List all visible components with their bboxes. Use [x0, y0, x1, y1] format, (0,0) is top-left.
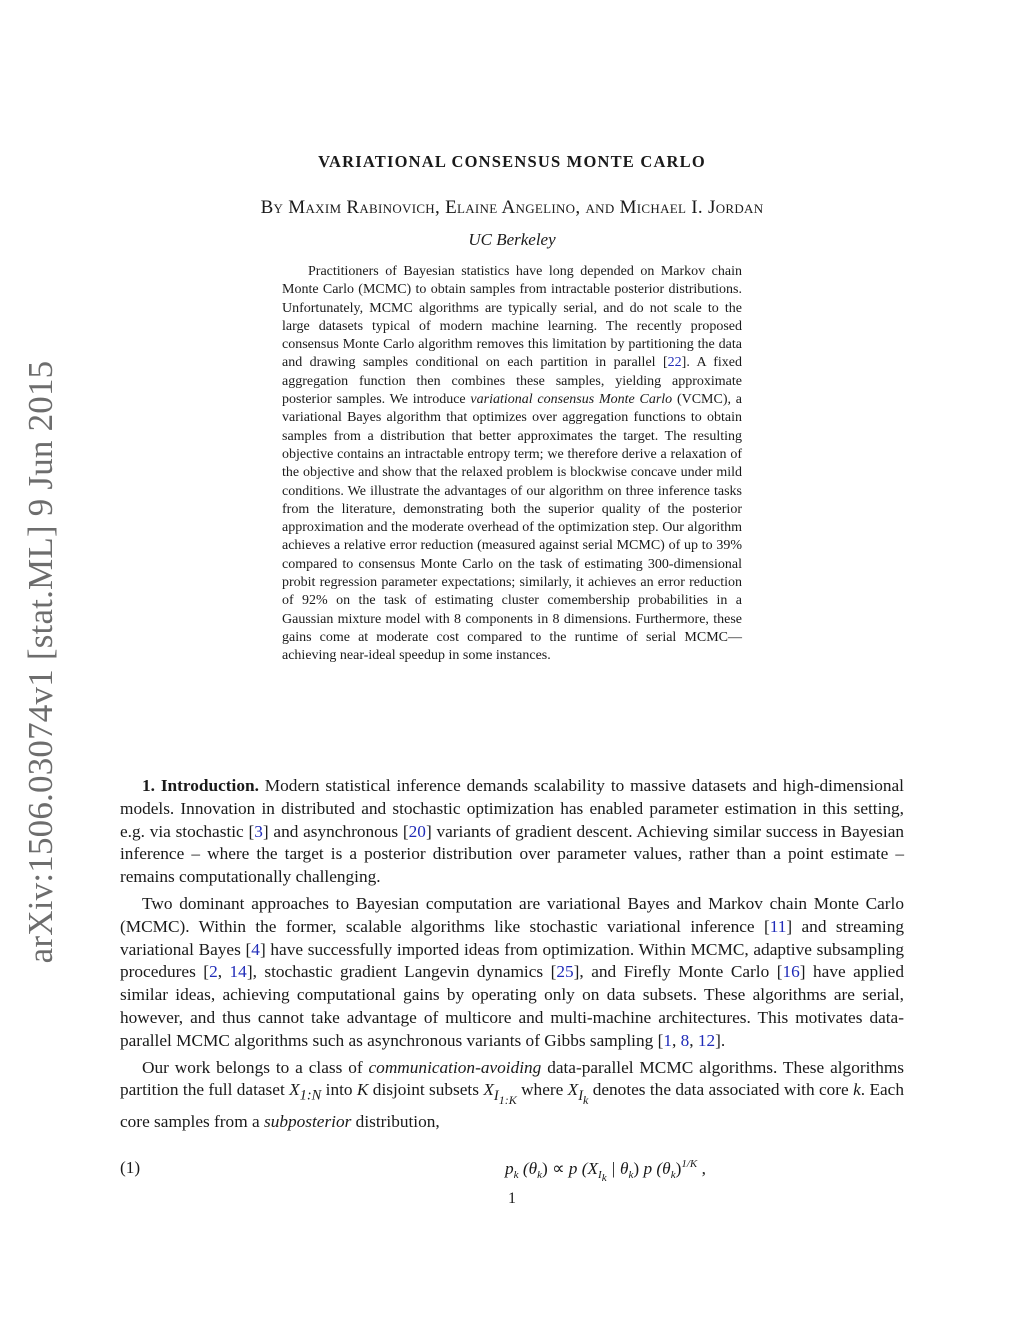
emphasis: subposterior	[263, 1112, 352, 1132]
citation-link[interactable]: 11	[769, 916, 787, 936]
emphasis: communication-avoiding	[368, 1057, 542, 1077]
citation-link[interactable]: 12	[697, 1030, 716, 1050]
equation-number: (1)	[120, 1158, 141, 1177]
abstract	[282, 263, 742, 666]
page-number: 1	[508, 1190, 516, 1207]
math-symbol: K	[356, 1080, 369, 1100]
citation-link[interactable]: 8	[680, 1030, 690, 1050]
abstract-paragraph: Practitioners of Bayesian statistics have long depended on Markov chain Monte Carlo (MCMC) to obtain samples from intractable posterior distributions. Unfortunately, MCMC algorithms are typically serial, and do not scale to the large datasets typical of modern machine learning. The recently proposed consensus Monte Carlo algorithm removes this limitation by partitioning the data and drawing samples conditional on each partition in parallel [22]. A fixed aggregation function then combines these samples, yielding approximate posterior samples. We introduce variational consensus Monte Carlo (VCMC), a variational Bayes algorithm that optimizes over aggregation functions to obtain samples from a distribution that better approximates the target. The resulting objective contains an intractable entropy term; we therefore derive a relaxation of the objective and show that the relaxed problem is blockwise concave under mild conditions. We illustrate the advantages of our algorithm on three inference tasks from the literature, demonstrating both the superior quality of the posterior approximation and the moderate overhead of the optimization step. Our algorithm achieves a relative error reduction (measured against serial MCMC) of up to 39% compared to consensus Monte Carlo on the task of estimating 300-dimensional probit regression parameter expectations; similarly, it achieves an error reduction of 92% on the task of estimating cluster comembership probabilities in a Gaussian mixture model with 8 components in 8 dimensions. Furthermore, these gains come at moderate cost compared to the runtime of serial MCMC—achieving near-ideal speedup in some instances.	[282, 264, 743, 664]
citation-link[interactable]: 22	[667, 355, 682, 371]
citation-link[interactable]: 20	[408, 821, 426, 841]
math-symbol: $X_{1:N}$	[289, 1080, 322, 1104]
citation-link[interactable]: 16	[782, 962, 800, 982]
citation-link[interactable]: 25	[556, 962, 574, 982]
paper-title: VARIATIONAL CONSENSUS MONTE CARLO	[318, 152, 706, 171]
math-symbol: $X_{I_{1:K}}$	[483, 1080, 517, 1107]
affiliation: UC Berkeley	[468, 230, 556, 249]
introduction-section	[120, 775, 904, 1138]
citation-link[interactable]: 4	[251, 939, 260, 959]
citation-link[interactable]: 14	[229, 962, 247, 982]
section-heading: 1. Introduction.	[142, 776, 259, 795]
citation-link[interactable]: 1	[663, 1030, 672, 1050]
citation-link[interactable]: 3	[254, 821, 263, 841]
intro-paragraph-1: 1. Introduction. Modern statistical inference demands scalability to massive datasets and high-dimensional models. Innovation in distributed and stochastic optimization has enabled parameter estimation in this setting, e.g. via stochastic [3] and asynchronous [20] variants of gradient descent. Achieving similar success in Bayesian inference – where the target is a posterior distribution over parameter values, rather than a point estimate – remains computationally challenging.	[120, 776, 905, 887]
emphasis: variational consensus Monte Carlo	[470, 392, 673, 408]
arxiv-identifier-stamp: arXiv:1506.03074v1 [stat.ML] 9 Jun 2015	[21, 360, 60, 964]
equation-1	[120, 1158, 904, 1184]
math-symbol: $X_{I_k}$	[567, 1080, 589, 1107]
intro-paragraph-3: Our work belongs to a class of communication-avoiding data-parallel MCMC algorithms. These algorithms partition the full dataset $X_{1:N}$ into K disjoint subsets $X_{I_{1:K}}$ where $X_{I_k}$ denotes the data associated with core k. Each core samples from a subposterior distribution,	[120, 1057, 905, 1132]
math-symbol: k	[853, 1080, 861, 1100]
equation-body: $p_k$ $(\theta_k) \propto p$ ($X_{I_k}$ | $\theta_k$) p $(\theta_k)^{1/K}$ ,	[505, 1158, 706, 1185]
author-line: By Maxim Rabinovich, Elaine Angelino, and Michael I. Jordan	[260, 197, 764, 218]
intro-paragraph-2: Two dominant approaches to Bayesian computation are variational Bayes and Markov chain Monte Carlo (MCMC). Within the former, scalable algorithms like stochastic variational inference [11] and streaming variational Bayes [4] have successfully imported ideas from optimization. Within MCMC, adaptive subsampling procedures [2, 14], stochastic gradient Langevin dynamics [25], and Firefly Monte Carlo [16] have applied similar ideas, achieving computational gains by operating only on data subsets. These algorithms are serial, however, and thus cannot take advantage of multicore and multi-machine architectures. This motivates data-parallel MCMC algorithms such as asynchronous variants of Gibbs sampling [1, 8, 12].	[120, 893, 904, 1050]
citation-link[interactable]: 2	[209, 962, 218, 982]
